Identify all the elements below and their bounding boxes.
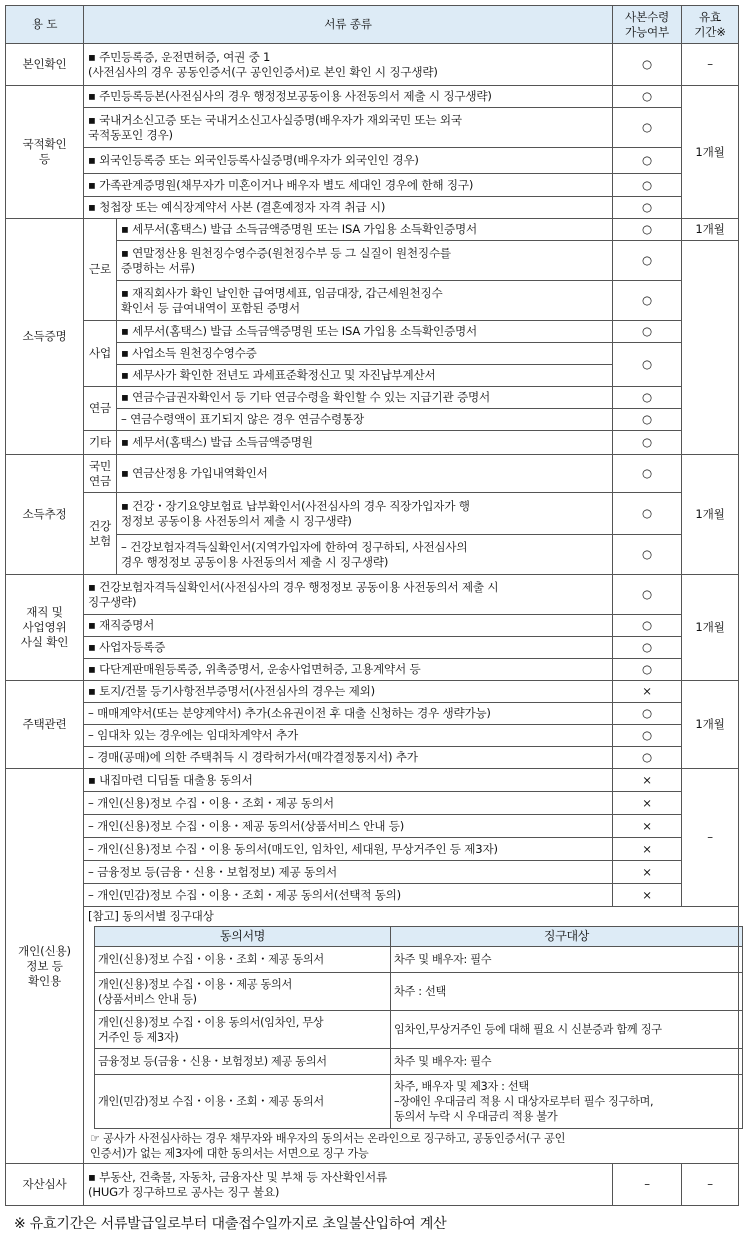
- category-credit-info: 개인(신용) 정보 등 확인용: [6, 769, 84, 1164]
- consent-name: 개인(신용)정보 수집・이용 동의서(임차인, 무상 거주인 등 제3자): [95, 1011, 391, 1049]
- category-nationality: 국적확인 등: [6, 86, 84, 219]
- copy-mark: ○: [613, 747, 682, 769]
- copy-mark: ○: [613, 174, 682, 197]
- copy-mark: ×: [613, 884, 682, 907]
- consent-name: 금융정보 등(금융・신용・보험정보) 제공 동의서: [95, 1049, 391, 1075]
- doc-row: ▪ 사업소득 원천징수영수증: [117, 343, 613, 365]
- copy-mark: ○: [613, 241, 682, 281]
- copy-mark: ○: [613, 387, 682, 409]
- consent-target: 차주, 배우자 및 제3자 : 선택 –장애인 우대금리 적용 시 대상자로부터 필수 징구하며, 동의서 누락 시 우대금리 적용 불가: [391, 1075, 743, 1129]
- doc-row: ▪ 세무서(홈택스) 발급 소득금액증명원 또는 ISA 가입용 소득확인증명서: [117, 321, 613, 343]
- consent-header-name: 동의서명: [95, 927, 391, 947]
- consent-target: 차주 : 선택: [391, 973, 743, 1011]
- sub-category-health-insurance: 건강 보험: [84, 493, 117, 575]
- doc-row: ▪ 내집마련 디딤돌 대출용 동의서: [84, 769, 613, 792]
- doc-row: ▪ 주민등록증, 운전면허증, 여권 중 1 (사전심사의 경우 공동인증서(구 공인인증서)로 본인 확인 시 징구생략): [84, 44, 613, 86]
- category-housing: 주택관련: [6, 681, 84, 769]
- sub-category-pension: 연금: [84, 387, 117, 431]
- doc-row: – 연금수령액이 표기되지 않은 경우 연금수령통장: [117, 409, 613, 431]
- reference-note: ☞ 공사가 사전심사하는 경우 채무자와 배우자의 동의서는 온라인으로 징구하고, 공동인증서(구 공인 인증서)가 없는 제3자에 대한 동의서는 서면으로 징구 가능: [90, 1132, 566, 1160]
- doc-row: ▪ 연금수급권자확인서 등 기타 연금수령을 확인할 수 있는 지급기관 증명서: [117, 387, 613, 409]
- category-income-estimate: 소득추정: [6, 455, 84, 575]
- doc-row: – 경매(공매)에 의한 주택취득 시 경락허가서(매각결정통지서) 추가: [84, 747, 613, 769]
- doc-row: ▪ 연금산정용 가입내역확인서: [117, 455, 613, 493]
- copy-mark: ○: [613, 197, 682, 219]
- doc-row: ▪ 다단계판매원등록증, 위촉증명서, 운송사업면허증, 고용계약서 등: [84, 659, 613, 681]
- validity-value: 1개월: [682, 575, 739, 681]
- consent-header-target: 징구대상: [391, 927, 743, 947]
- copy-mark: ○: [613, 725, 682, 747]
- copy-mark: ○: [613, 281, 682, 321]
- category-employment: 재직 및 사업영위 사실 확인: [6, 575, 84, 681]
- copy-value: –: [613, 1164, 682, 1206]
- doc-row: ▪ 국내거소신고증 또는 국내거소신고사실증명(배우자가 재외국민 또는 외국 국적동포인 경우): [84, 108, 613, 148]
- copy-mark: ○: [613, 431, 682, 455]
- consent-target: 차주 및 배우자: 필수: [391, 1049, 743, 1075]
- sub-category-national-pension: 국민 연금: [84, 455, 117, 493]
- doc-row: ▪ 세무사가 확인한 전년도 과세표준확정신고 및 자진납부계산서: [117, 365, 613, 387]
- reference-title: [참고] 동의서별 징구대상: [88, 909, 214, 923]
- sub-category-other: 기타: [84, 431, 117, 455]
- copy-mark: ○: [613, 219, 682, 241]
- sub-category-business: 사업: [84, 321, 117, 387]
- header-copy-ok: 사본수령 가능여부: [613, 6, 682, 44]
- consent-target: 임차인,무상거주인 등에 대해 필요 시 신분증과 함께 징구: [391, 1011, 743, 1049]
- validity-value: 1개월: [682, 455, 739, 575]
- doc-row: ▪ 세무서(홈택스) 발급 소득금액증명원 또는 ISA 가입용 소득확인증명서: [117, 219, 613, 241]
- doc-row: – 개인(신용)정보 수집・이용・제공 동의서(상품서비스 안내 등): [84, 815, 613, 838]
- doc-row: ▪ 건강보험자격득실확인서(사전심사의 경우 행정정보 공동이용 사전동의서 제출 시 징구생략): [84, 575, 613, 615]
- footnote: ※ 유효기간은 서류발급일로부터 대출접수일까지로 초일불산입하여 계산: [14, 1216, 447, 1232]
- copy-mark: ○: [613, 659, 682, 681]
- copy-mark: ○: [613, 703, 682, 725]
- doc-row: – 임대차 있는 경우에는 임대차계약서 추가: [84, 725, 613, 747]
- consent-target: 차주 및 배우자: 필수: [391, 947, 743, 973]
- doc-row: ▪ 주민등록등본(사전심사의 경우 행정정보공동이용 사전동의서 제출 시 징구생략): [84, 86, 613, 108]
- copy-mark: ○: [613, 455, 682, 493]
- doc-row: – 개인(신용)정보 수집・이용 동의서(매도인, 임차인, 세대원, 무상거주인 등 제3자): [84, 838, 613, 861]
- copy-mark: ○: [613, 493, 682, 535]
- category-identity: 본인확인: [6, 44, 84, 86]
- consent-name: 개인(신용)정보 수집・이용・조회・제공 동의서: [95, 947, 391, 973]
- validity-value: 1개월: [682, 219, 739, 241]
- doc-row: ▪ 연말정산용 원천징수영수증(원천징수부 등 그 실질이 원천징수를 증명하는 서류): [117, 241, 613, 281]
- reference-section: [84, 907, 739, 1164]
- validity-value: 1개월: [682, 86, 739, 219]
- validity-value: –: [682, 44, 739, 86]
- header-purpose: 용 도: [6, 6, 84, 44]
- validity-empty: [682, 241, 739, 455]
- copy-mark: ×: [613, 792, 682, 815]
- copy-mark: ○: [613, 343, 682, 387]
- doc-row: – 매매계약서(또는 분양계약서) 추가(소유권이전 후 대출 신청하는 경우 생략가능): [84, 703, 613, 725]
- doc-row: ▪ 청첩장 또는 예식장계약서 사본 (결혼예정자 자격 취급 시): [84, 197, 613, 219]
- doc-row: – 개인(민감)정보 수집・이용・조회・제공 동의서(선택적 동의): [84, 884, 613, 907]
- category-income-proof: 소득증명: [6, 219, 84, 455]
- sub-category-wage: 근로: [84, 219, 117, 321]
- copy-mark: ○: [613, 409, 682, 431]
- header-doc-type: 서류 종류: [84, 6, 613, 44]
- validity-value: –: [682, 1164, 739, 1206]
- doc-row: ▪ 재직증명서: [84, 615, 613, 637]
- copy-mark: ×: [613, 815, 682, 838]
- doc-row: ▪ 가족관계증명원(채무자가 미혼이거나 배우자 별도 세대인 경우에 한해 징구): [84, 174, 613, 197]
- copy-mark: ○: [613, 535, 682, 575]
- copy-mark: ×: [613, 838, 682, 861]
- doc-row: ▪ 토지/건물 등기사항전부증명서(사전심사의 경우는 제외): [84, 681, 613, 703]
- copy-mark: ×: [613, 681, 682, 703]
- validity-value: 1개월: [682, 681, 739, 769]
- doc-row: ▪ 세무서(홈택스) 발급 소득금액증명원: [117, 431, 613, 455]
- copy-mark: ○: [613, 615, 682, 637]
- header-validity: 유효 기간※: [682, 6, 739, 44]
- consent-table: [94, 926, 743, 1129]
- copy-mark: ×: [613, 861, 682, 884]
- copy-mark: ×: [613, 769, 682, 792]
- copy-mark: ○: [613, 108, 682, 148]
- doc-row: ▪ 외국인등록증 또는 외국인등록사실증명(배우자가 외국인인 경우): [84, 148, 613, 174]
- doc-row: – 금융정보 등(금융・신용・보험정보) 제공 동의서: [84, 861, 613, 884]
- category-asset-review: 자산심사: [6, 1164, 84, 1206]
- doc-row: – 건강보험자격득실확인서(지역가입자에 한하여 징구하되, 사전심사의 경우 행정정보 공동이용 사전동의서 제출 시 징구생략): [117, 535, 613, 575]
- copy-mark: ○: [613, 86, 682, 108]
- consent-name: 개인(신용)정보 수집・이용・제공 동의서 (상품서비스 안내 등): [95, 973, 391, 1011]
- doc-row: ▪ 재직회사가 확인 날인한 급여명세표, 임금대장, 갑근세원천징수 확인서 등 급여내역이 포함된 증명서: [117, 281, 613, 321]
- copy-mark: ○: [613, 148, 682, 174]
- consent-name: 개인(민감)정보 수집・이용・조회・제공 동의서: [95, 1075, 391, 1129]
- doc-row: – 개인(신용)정보 수집・이용・조회・제공 동의서: [84, 792, 613, 815]
- doc-row: ▪ 사업자등록증: [84, 637, 613, 659]
- validity-value: –: [682, 769, 739, 907]
- doc-row: ▪ 건강・장기요양보험료 납부확인서(사전심사의 경우 직장가입자가 행 정정보 공동이용 사전동의서 제출 시 징구생략): [117, 493, 613, 535]
- copy-mark: ○: [613, 637, 682, 659]
- doc-row: ▪ 부동산, 건축물, 자동차, 금융자산 및 부채 등 자산확인서류 (HUG가 징구하므로 공사는 징구 불요): [84, 1164, 613, 1206]
- copy-mark: ○: [613, 575, 682, 615]
- copy-mark: ○: [613, 44, 682, 86]
- documents-table: [5, 5, 739, 1206]
- copy-mark: ○: [613, 321, 682, 343]
